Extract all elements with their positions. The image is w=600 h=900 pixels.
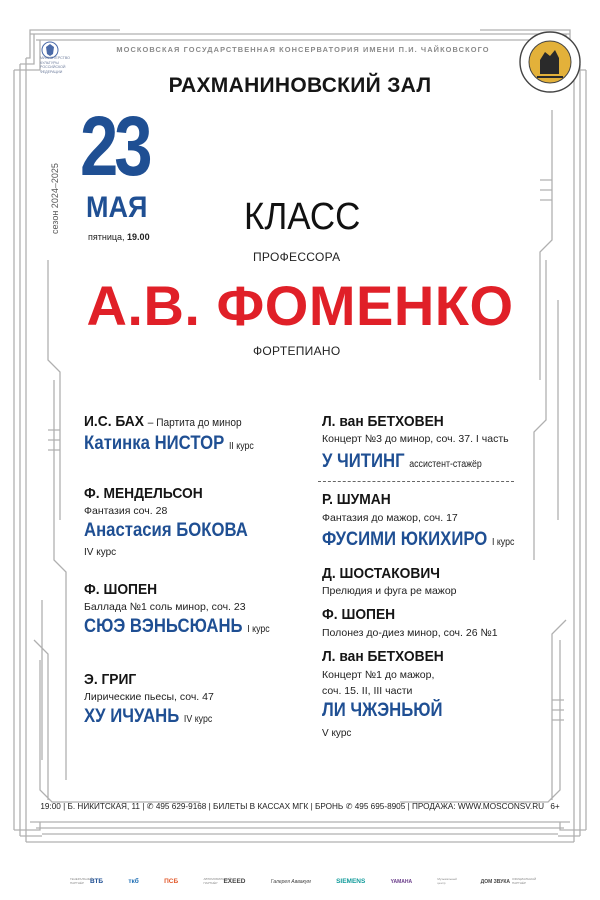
performer-xue	[84, 616, 270, 638]
performer-name: СЮЭ ВЭНЬСЮАНЬ	[84, 616, 243, 637]
composer-schumann: Р. ШУМАН	[322, 491, 391, 508]
sponsor-exeed	[203, 878, 245, 885]
footer-tickets: | БИЛЕТЫ В КАССАХ МГК | БРОНЬ	[208, 802, 344, 811]
dashed-divider	[318, 481, 514, 482]
sponsor-vtb	[70, 878, 103, 885]
sponsor-psb	[164, 878, 178, 885]
performer-nistor	[84, 433, 254, 455]
composer-chopin-left: Ф. ШОПЕН	[84, 581, 158, 598]
performer-bokova: Анастасия БОКОВА	[84, 520, 248, 541]
work-title: – Партита до минор	[147, 417, 242, 429]
composer-name: И.С. БАХ	[84, 413, 144, 430]
composer-beethoven-2: Л. ван БЕТХОВЕН	[322, 648, 444, 665]
performer-hu	[84, 706, 212, 728]
sponsor-name: ДОМ ЗВУКА	[480, 878, 510, 885]
performer-name: ФУСИМИ ЮКИХИРО	[322, 529, 488, 550]
sponsor-strip	[70, 877, 537, 885]
sponsor-caption: АВТОМОБИЛЬНЫЙ ПАРТНЁР	[203, 877, 232, 885]
sponsor-name: ткб	[128, 878, 139, 885]
sponsor-name: Музыкальный центр	[437, 877, 457, 885]
sponsor-gallery	[271, 879, 311, 885]
composer-beethoven-1: Л. ван БЕТХОВЕН	[322, 413, 444, 430]
work-shostakovich: Прелюдия и фуга ре мажор	[322, 585, 457, 597]
sponsor-siemens	[336, 878, 365, 885]
footer-phone-2: 495 695-8905	[354, 802, 406, 811]
institution-name: МОСКОВСКАЯ ГОСУДАРСТВЕННАЯ КОНСЕРВАТОРИЯ ИМЕНИ П.И. ЧАЙКОВСКОГО	[116, 45, 490, 54]
performer-u-chiting	[322, 451, 482, 473]
composer-bach	[84, 413, 242, 430]
footer-info	[0, 801, 600, 811]
sponsor-caption: ГЕНЕРАЛЬНЫЙ ПАРТНЁР	[70, 877, 93, 885]
performer-course: II курс	[228, 441, 254, 452]
footer-address: 19:00 | Б. НИКИТСКАЯ, 11 |	[40, 802, 145, 811]
sponsor-caption: ОФИЦИАЛЬНЫЙ ПАРТНЁР	[512, 877, 537, 885]
footer-website[interactable]: | ПРОДАЖА: WWW.MOSCONSV.RU	[407, 802, 545, 811]
sponsor-dom-zvuka	[480, 877, 537, 885]
phone-icon: ✆	[146, 802, 154, 811]
phone-icon: ✆	[345, 802, 353, 811]
professor-name: А.В. ФОМЕНКО	[86, 274, 514, 337]
sponsor-name: SIEMENS	[336, 878, 366, 885]
sponsor-name: Галерея Аввакум	[270, 878, 311, 885]
composer-mendelssohn: Ф. МЕНДЕЛЬСОН	[84, 485, 203, 502]
performer-course: ассистент-стажёр	[409, 459, 482, 470]
work-mendelssohn: Фантазия соч. 28	[84, 505, 168, 517]
seal-text	[0, 0, 1, 1]
work-grieg: Лирические пьесы, соч. 47	[84, 691, 214, 703]
performer-li: ЛИ ЧЖЭНЬЮЙ	[322, 700, 443, 721]
composer-shostakovich: Д. ШОСТАКОВИЧ	[322, 565, 440, 582]
course-bokova: IV курс	[84, 547, 117, 558]
work-chopin-ballade: Баллада №1 соль минор, соч. 23	[84, 601, 246, 613]
performer-fushimi	[322, 529, 514, 551]
ministry-caption: МИНИСТЕРСТВО КУЛЬТУРЫ РОССИЙСКОЙ ФЕДЕРАЦИИ	[40, 56, 70, 74]
class-title: КЛАСС	[244, 196, 361, 238]
season-label: сезон 2024–2025	[50, 163, 60, 234]
professor-label: ПРОФЕССОРА	[253, 250, 341, 264]
event-day: 23	[80, 99, 149, 193]
performer-course: I курс	[247, 624, 270, 635]
course-li: V курс	[322, 728, 352, 739]
performer-name: У ЧИТИНГ	[322, 451, 405, 472]
event-weekday-time	[88, 232, 150, 242]
work-beethoven-3: Концерт №3 до минор, соч. 37. I часть	[322, 433, 509, 445]
sponsor-name: YAMAHA	[390, 878, 413, 885]
footer-phone-1: 495 629-9168	[155, 802, 207, 811]
work-beethoven-1-a: Концерт №1 до мажор,	[322, 669, 435, 681]
performer-course: I курс	[491, 537, 515, 548]
instrument-label: ФОРТЕПИАНО	[253, 344, 341, 358]
sponsor-name: ВТБ	[90, 878, 104, 885]
sponsor-name: ПСБ	[164, 878, 179, 885]
work-chopin-polonaise: Полонез до-диез минор, соч. 26 №1	[322, 627, 498, 639]
composer-grieg: Э. ГРИГ	[84, 671, 137, 688]
sponsor-name: EXEED	[223, 878, 246, 885]
event-month: МАЯ	[86, 191, 148, 224]
performer-name: Катинка НИСТОР	[84, 433, 225, 454]
work-beethoven-1-b: соч. 15. II, III части	[322, 685, 413, 697]
composer-chopin-right: Ф. ШОПЕН	[322, 606, 396, 623]
sponsor-music-center	[437, 878, 455, 885]
work-schumann: Фантазия до мажор, соч. 17	[322, 512, 458, 524]
event-time: 19.00	[127, 232, 150, 242]
sponsor-yamaha	[391, 879, 412, 885]
hall-title: РАХМАНИНОВСКИЙ ЗАЛ	[168, 74, 432, 97]
performer-course: IV курс	[183, 714, 213, 725]
weekday: пятница,	[88, 232, 125, 242]
performer-name: ХУ ИЧУАНЬ	[84, 706, 180, 727]
sponsor-tkb	[128, 878, 138, 885]
age-rating: 6+	[550, 802, 560, 811]
